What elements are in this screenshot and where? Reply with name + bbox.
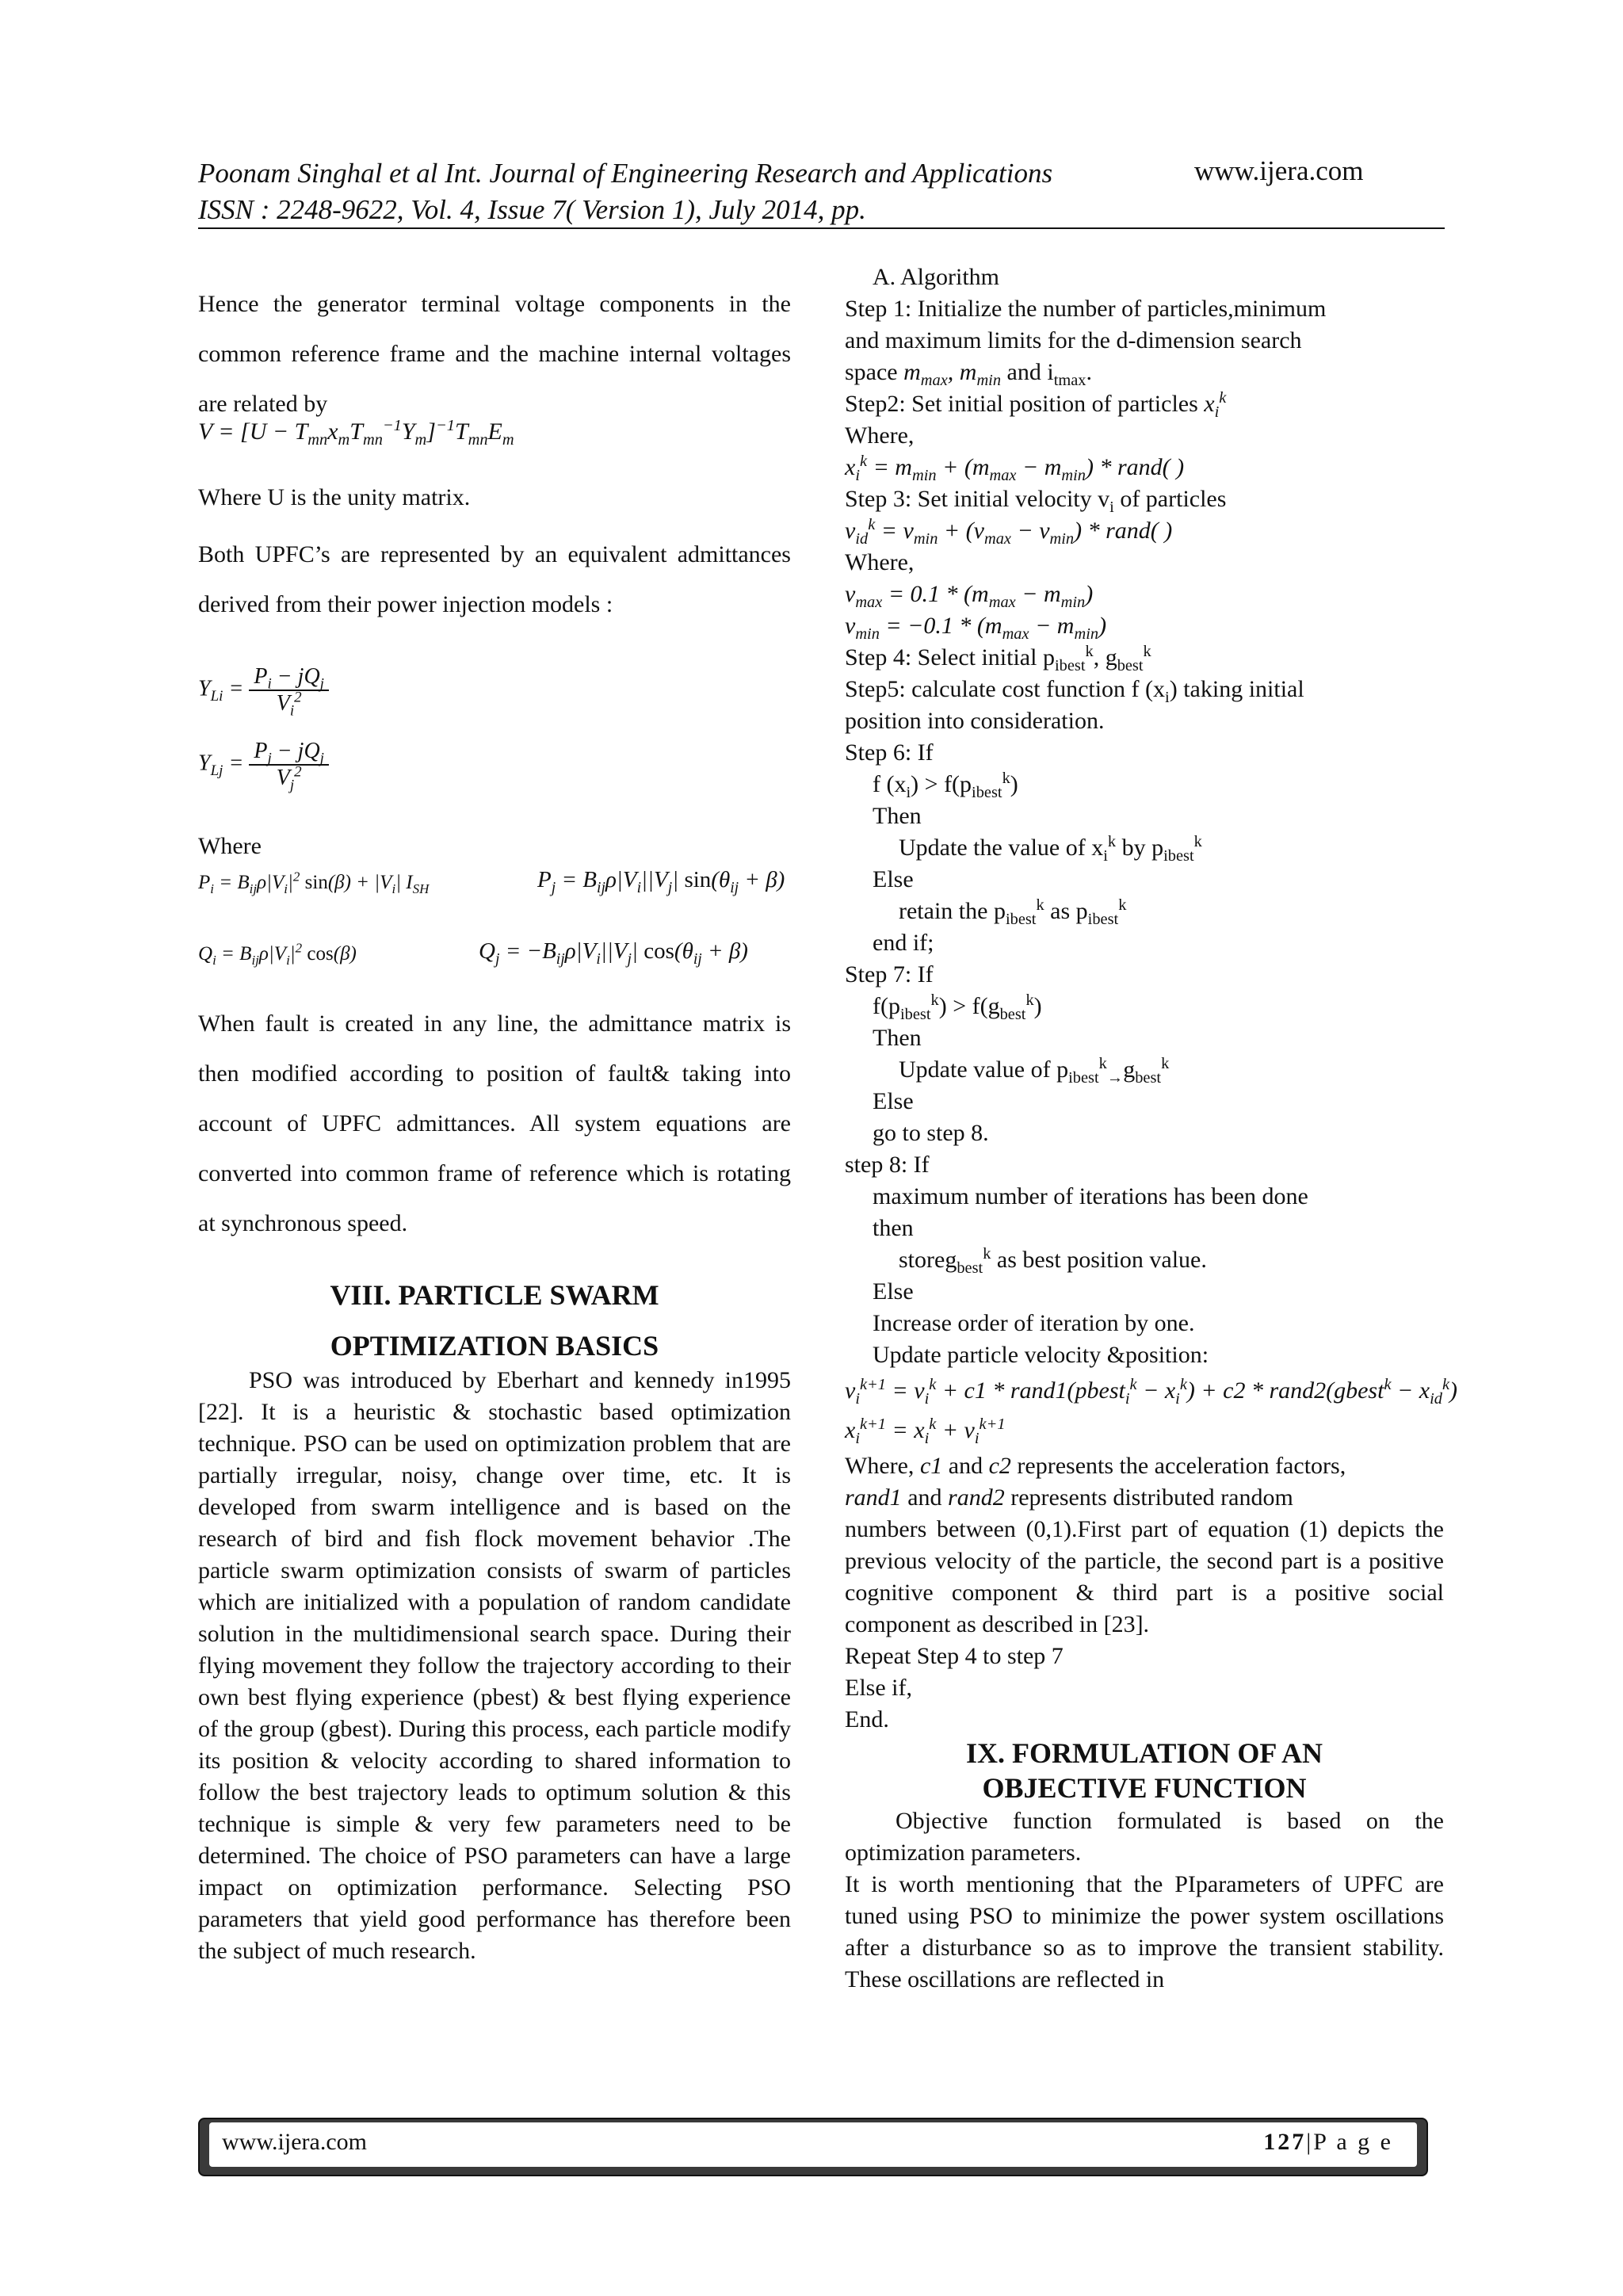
step-6-retain: retain the $p_{ibest}^k$ as $p_{ibest}^k$ xyxy=(899,896,1127,928)
header-website[interactable]: www.ijera.com xyxy=(1194,155,1364,186)
repeat-line: Repeat Step 4 to step 7 xyxy=(845,1643,1064,1669)
rand-line: rand1 and rand2 represents distributed random xyxy=(845,1484,1293,1511)
step-7-then: Then xyxy=(873,1025,922,1051)
step-1-line-1: Step 1: Initialize the number of particles,minimum xyxy=(845,296,1327,322)
left-where: Where xyxy=(198,833,262,859)
equation-pi: $P_i = B_{ij}\rho|V_i|^2$ $\sin(\beta) + |V_i|$ $I_{SH}$ xyxy=(198,869,430,896)
step-8: step 8: If xyxy=(845,1152,930,1178)
step-2-where: Where, xyxy=(845,422,915,449)
step-6-cond: f $(x_i) > f(p_{ibest}^k)$ xyxy=(873,770,1018,801)
step-4: Step 4: Select initial $p_{ibest}^k$, $g_{best}^k$ xyxy=(845,643,1151,674)
left-where-u: Where U is the unity matrix. xyxy=(198,484,471,510)
header-rule xyxy=(198,227,1445,229)
end-line: End. xyxy=(845,1706,889,1733)
header-line-2: ISSN : 2248-9622, Vol. 4, Issue 7( Version 1), July 2014, pp. xyxy=(198,194,866,225)
eq-description: numbers between (0,1).First part of equation (1) depicts the previous velocity of the particle, the second part is a positive cognitive component & third part is a positive social component as described in [23]. xyxy=(845,1516,1444,1637)
equation-vid: $v_{id}^k = v_{min} + (v_{max} - v_{min})$ * rand( ) xyxy=(845,516,1173,548)
step-7-goto: go to step 8. xyxy=(873,1120,989,1146)
where-c1-c2: Where, c1 and c2 represents the acceleration factors, xyxy=(845,1453,1346,1479)
step-6-else: Else xyxy=(873,866,914,892)
section-ix-heading xyxy=(845,1736,1444,1805)
equation-position-update: $x_i^{k+1} = x_i^k + v_i^{k+1}$ xyxy=(845,1415,1006,1447)
equation-qi: $Q_i = B_{ij}\rho|V_i|^2$ cos(β) xyxy=(198,940,357,968)
objective-para-2: It is worth mentioning that the PIparameters of UPFC are tuned using PSO to minimize the power system oscillations after a disturbance so as to improve the transient stability. These oscillations are reflected in xyxy=(845,1871,1444,1992)
step-5-line-1: Step5: calculate cost function f $(x_i)$ taking initial xyxy=(845,676,1304,706)
step-8-then: then xyxy=(873,1215,914,1241)
left-para-1: Hence the generator terminal voltage components in the common reference frame and the machine internal voltages are related by xyxy=(198,291,791,417)
page-number: 127 xyxy=(1263,2129,1307,2155)
step-1-line-3: space $m_{max}$, $m_{min}$ and $i_{tmax}$. xyxy=(845,359,1092,389)
step-8-increase: Increase order of iteration by one. xyxy=(873,1310,1195,1336)
equation-pj: $P_j = B_{ij}\rho|V_i||V_j|$ $\sin(\theta_{ij} + \beta)$ xyxy=(537,867,785,896)
equation-vmax: $v_{max} = 0.1 * (m_{max} - m_{min})$ xyxy=(845,581,1094,611)
section-ix-line-1: IX. FORMULATION OF AN xyxy=(966,1737,1323,1769)
equation-xik: $x_i^k = m_{min} + (m_{max} - m_{min})$ * rand( ) xyxy=(845,453,1185,484)
footer-inner xyxy=(209,2122,1417,2167)
step-6-update: Update the value of $x_i^k$ by $p_{ibest}^k$ xyxy=(899,833,1202,865)
step-1-line-2: and maximum limits for the d-dimension search xyxy=(845,327,1302,353)
pso-paragraph: PSO was introduced by Eberhart and kennedy in1995 [22]. It is a heuristic & stochastic based optimization technique. PSO can be used on optimization problem that are partially irregular, noisy, change over time, etc. It is developed from swarm intelligence and is based on the research of bird and fish flock movement behavior .The particle swarm optimization consists of swarm of particles which are initialized with a population of random candidate solution in the multidimensional search space. During their flying movement they follow the trajectory according to their own best flying experience (pbest) & best flying experience of the group (gbest). During this process, each particle modify its position & velocity according to shared information to follow the best trajectory leads to optimum solution & this technique is simple & very few parameters need to be determined. The choice of PSO parameters can have a large impact on optimization performance. Selecting PSO parameters that yield good performance has therefore been the subject of much research. xyxy=(198,1367,791,1964)
equation-ylj: $Y_{Lj}$ = $\frac{P_j - jQ_j}{V_j^2}$ xyxy=(198,739,329,791)
step-8-store: storeg$_{best}^k$ as best position value. xyxy=(899,1245,1207,1277)
equation-yli: $Y_{Li}$ = $\frac{P_i - jQ_j}{V_i^2}$ xyxy=(198,664,329,716)
else-if-line: Else if, xyxy=(845,1675,912,1701)
equation-vmin: $v_{min} = -0.1 * (m_{max} - m_{min})$ xyxy=(845,613,1107,643)
right-column xyxy=(845,262,1458,1996)
running-header xyxy=(198,155,1052,228)
step-8-else: Else xyxy=(873,1278,914,1305)
step-3: Step 3: Set initial velocity $v_i$ of particles xyxy=(845,486,1227,516)
step-3-where: Where, xyxy=(845,549,915,575)
algorithm-title: A. Algorithm xyxy=(873,264,1000,290)
footer-bar xyxy=(198,2118,1428,2176)
objective-para-1: Objective function formulated is based on the optimization parameters. xyxy=(845,1808,1444,1866)
left-para-3: When fault is created in any line, the admittance matrix is then modified according to position of fault& taking into account of UPFC admittances. All system equations are converted into common frame of reference which is rotating at synchronous speed. xyxy=(198,1010,791,1236)
left-para-2: Both UPFC’s are represented by an equivalent admittances derived from their power injection models : xyxy=(198,541,791,617)
step-8-update: Update particle velocity &position: xyxy=(873,1342,1209,1368)
step-5-line-2: position into consideration. xyxy=(845,708,1105,734)
step-2: Step2: Set initial position of particles $x_i^k$ xyxy=(845,389,1227,421)
section-viii-heading xyxy=(198,1270,791,1371)
step-6-then: Then xyxy=(873,803,922,829)
equation-v: $V = [U - T_{mn}x_mT_{mn}^{-1}Y_m]^{-1}T_{mn}E_m$ xyxy=(198,417,514,449)
step-6-endif: end if; xyxy=(873,930,934,956)
step-7-else: Else xyxy=(873,1088,914,1114)
header-line-1: Poonam Singhal et al Int. Journal of Engineering Research and Applications xyxy=(198,158,1053,189)
section-viii-line-2: OPTIMIZATION BASICS xyxy=(330,1330,659,1362)
step-8-cond: maximum number of iterations has been done xyxy=(873,1183,1308,1209)
step-6: Step 6: If xyxy=(845,739,934,766)
step-7: Step 7: If xyxy=(845,961,934,988)
page-word: |P a g e xyxy=(1306,2129,1393,2155)
section-ix-line-2: OBJECTIVE FUNCTION xyxy=(982,1772,1307,1804)
footer-page xyxy=(1263,2129,1393,2156)
footer-website[interactable]: www.ijera.com xyxy=(222,2129,367,2155)
equation-velocity-update: $v_i^{k+1} = v_i^k + c1$ * rand1(pbest$_i^k$ − $x_i^k) + c2$ * rand2(gbest$^k$ − $x_{id}^k$) xyxy=(845,1376,1458,1408)
step-7-cond: $f(p_{ibest}^k) > f(g_{best}^k)$ xyxy=(873,991,1042,1023)
equation-qj: $Q_j = -B_{ij}\rho|V_i||V_j|$ $\cos(\theta_{ij} + \beta)$ xyxy=(479,938,748,968)
section-viii-line-1: VIII. PARTICLE SWARM xyxy=(330,1279,659,1311)
step-7-update: Update value of $p_{ibest}^k_\to g_{best}^k$ xyxy=(899,1055,1170,1087)
